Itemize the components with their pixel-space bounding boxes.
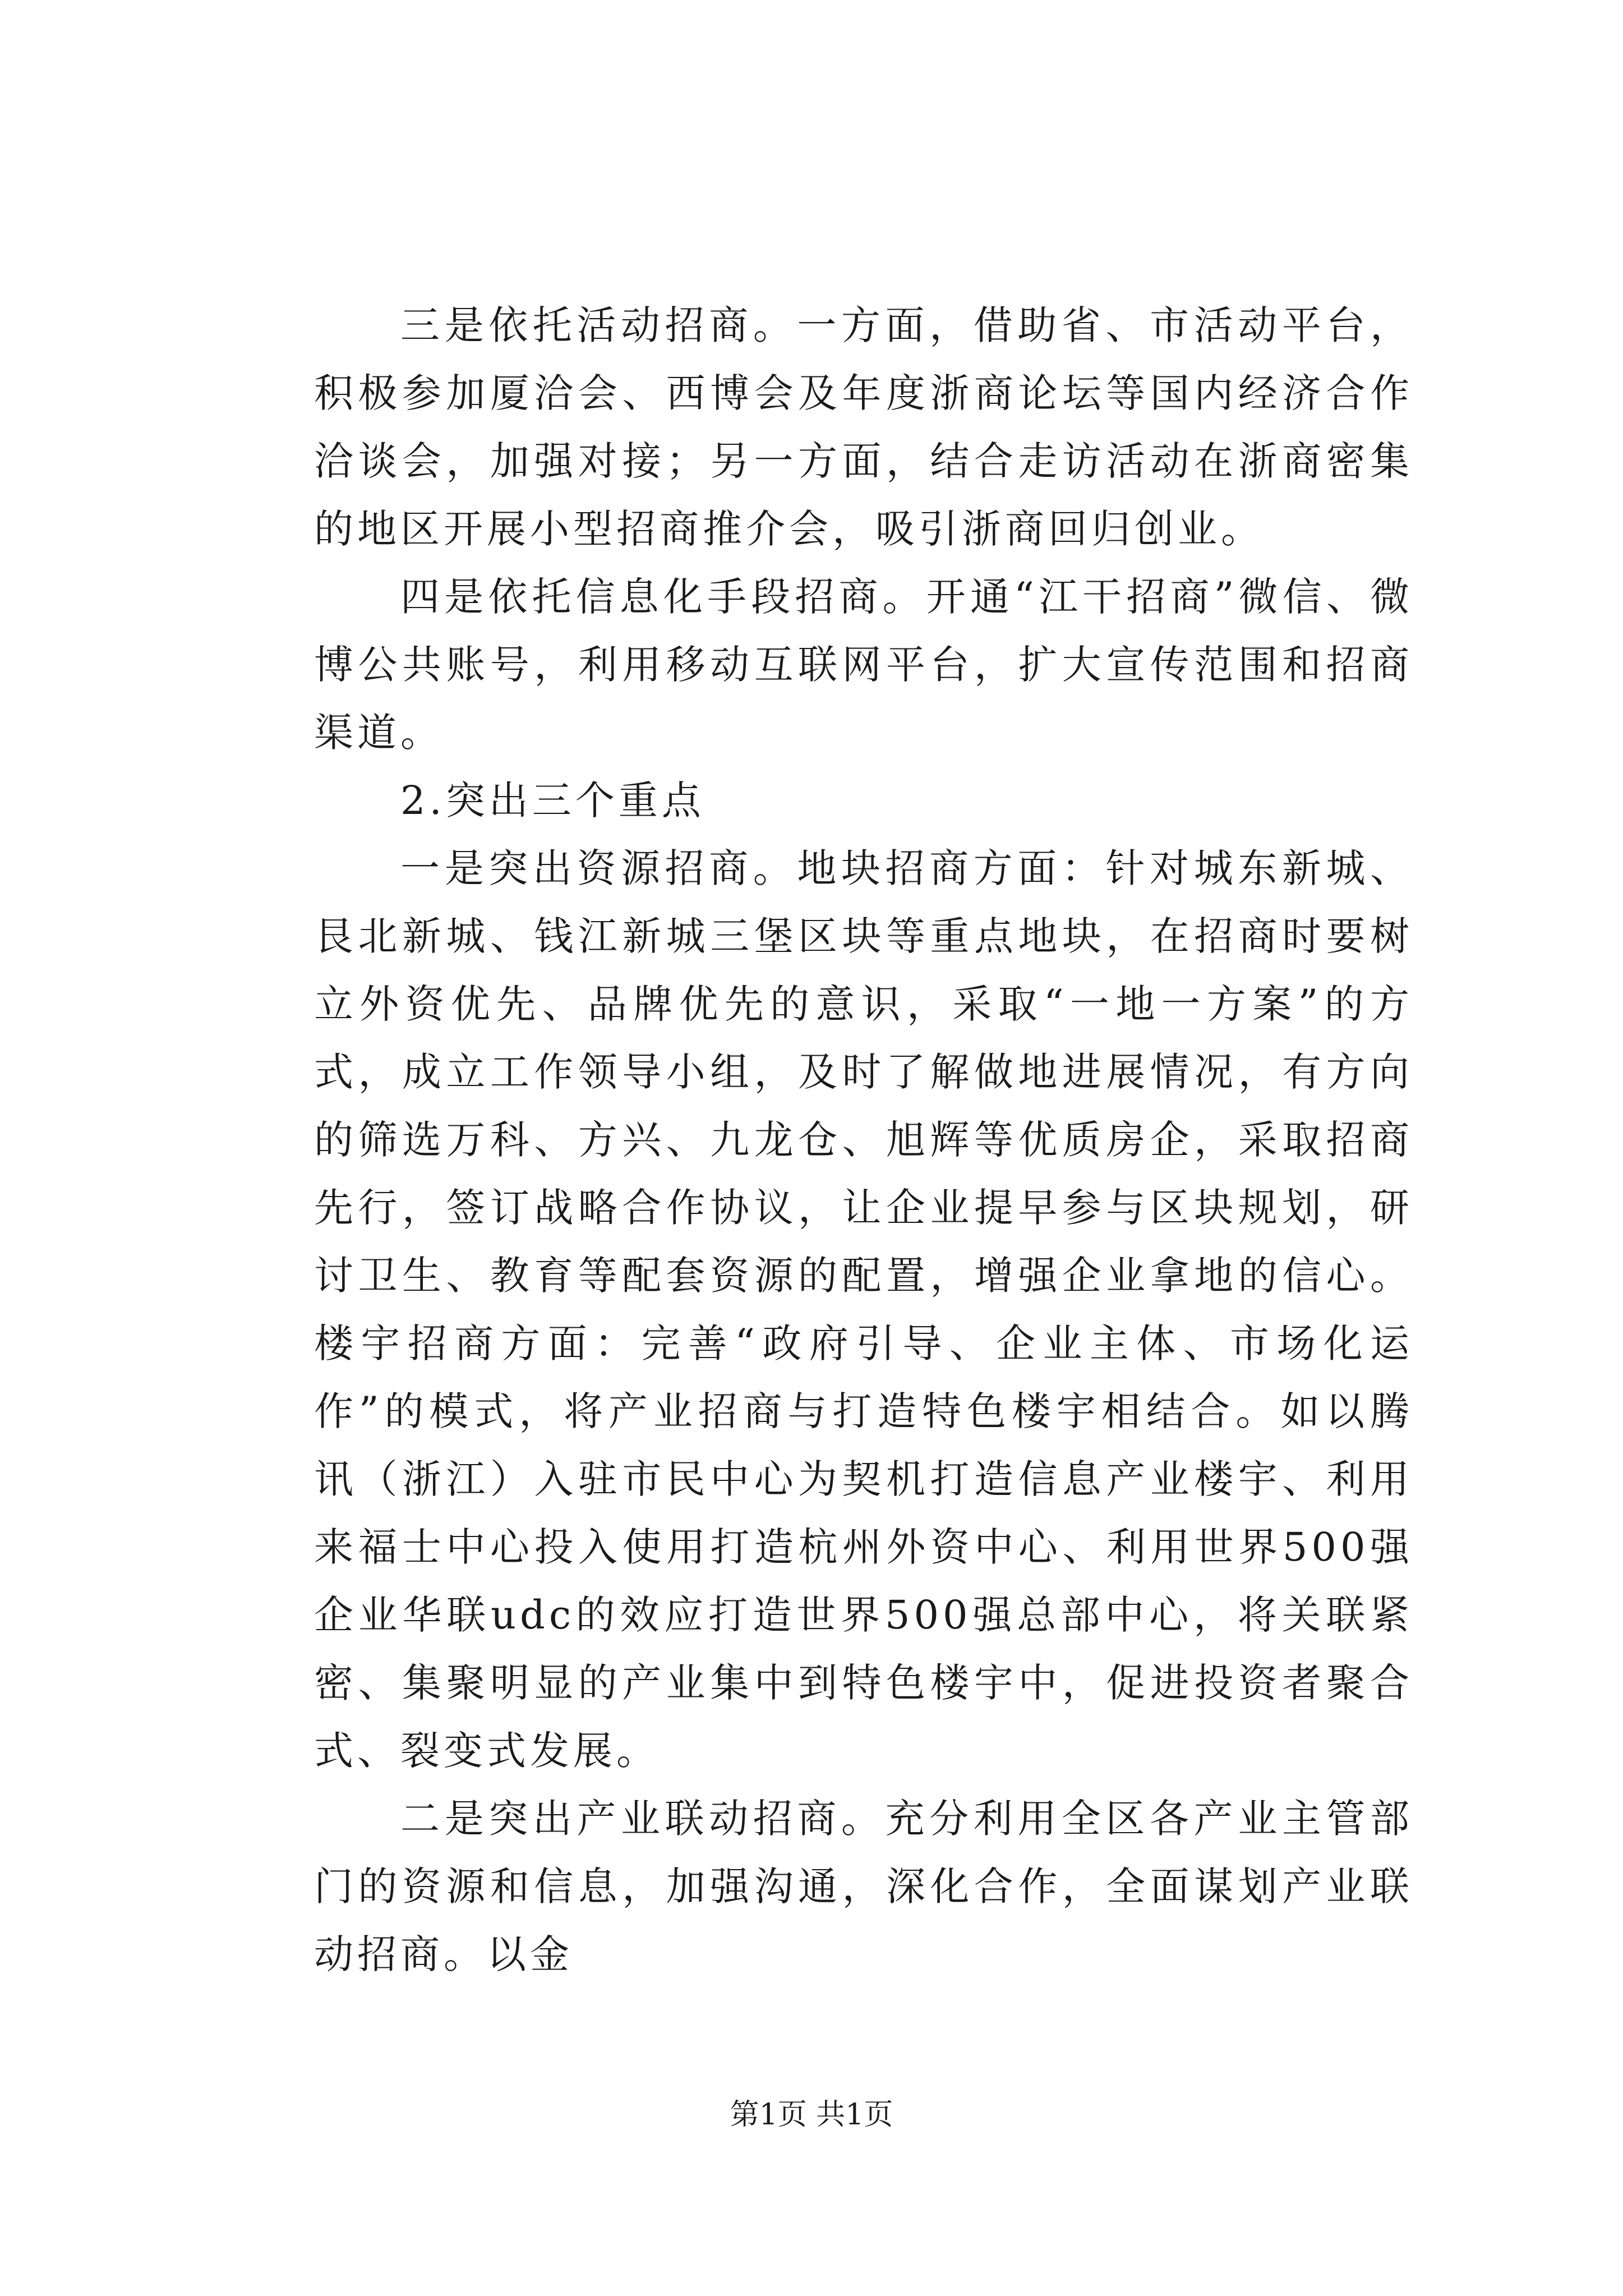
paragraph-activity-investment: 三是依托活动招商。一方面，借助省、市活动平台，积极参加厦洽会、西博会及年度浙商论坛等国内经济合作洽谈会，加强对接；另一方面，结合走访活动在浙商密集的地区开展小型招商推介会，吸引浙商回归创业。	[314, 302, 1413, 552]
paragraph-industry-linkage-investment: 二是突出产业联动招商。充分利用全区各产业主管部门的资源和信息，加强沟通，深化合作，全面谋划产业联动招商。以金	[314, 1796, 1413, 1977]
document-body	[314, 292, 1413, 1989]
section-heading-three-focuses: 2.突出三个重点	[400, 777, 705, 823]
page-footer: 第1页 共1页	[730, 2098, 893, 2132]
paragraph-resource-investment: 一是突出资源招商。地块招商方面：针对城东新城、艮北新城、钱江新城三堡区块等重点地块，在招商时要树立外资优先、品牌优先的意识，采取“一地一方案”的方式，成立工作领导小组，及时了解做地进展情况，有方向的筛选万科、方兴、九龙仓、旭辉等优质房企，采取招商先行，签订战略合作协议，让企业提早参与区块规划，研讨卫生、教育等配套资源的配置，增强企业拿地的信心。楼宇招商方面：完善“政府引导、企业主体、市场化运作”的模式，将产业招商与打造特色楼宇相结合。如以腾讯（浙江）入驻市民中心为契机打造信息产业楼宇、利用来福士中心投入使用打造杭州外资中心、利用世界500强企业华联udc的效应打造世界500强总部中心，将关联紧密、集聚明显的产业集中到特色楼宇中，促进投资者聚合式、裂变式发展。	[314, 845, 1413, 1774]
paragraph-informatization-investment: 四是依托信息化手段招商。开通“江干招商”微信、微博公共账号，利用移动互联网平台，扩大宣传范围和招商渠道。	[314, 574, 1413, 756]
